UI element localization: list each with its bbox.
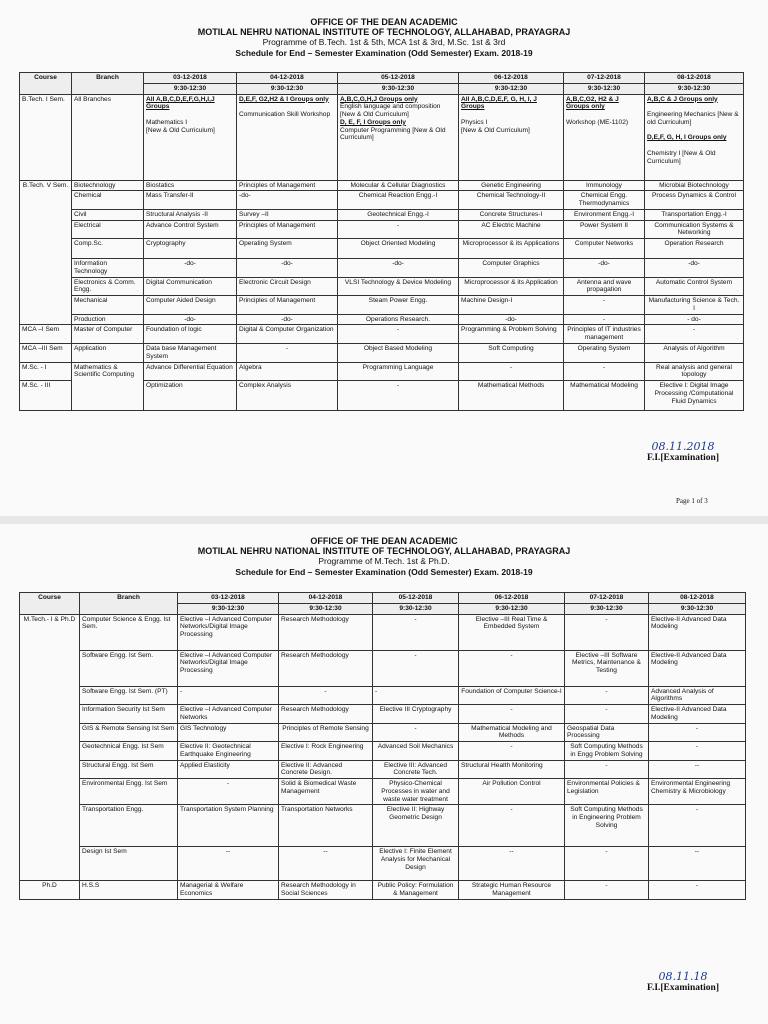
- course-cell: M.Tech.- I & Ph.D: [20, 614, 80, 881]
- branch-cell: Electrical: [72, 220, 144, 239]
- table-cell: Foundation of Computer Science-I: [459, 686, 565, 705]
- table-cell: Elective II: Geotechnical Earthquake Engineering: [178, 742, 279, 761]
- table-cell: Object Based Modeling: [338, 344, 459, 363]
- table-cell: Microprocessor & its Application: [459, 277, 564, 296]
- table-row: [20, 705, 746, 724]
- time-header: 9:30-12:30: [144, 83, 237, 94]
- table-cell: -: [565, 686, 649, 705]
- table-cell: -: [459, 362, 564, 381]
- table-cell: Elective II: Highway Geometric Design: [373, 805, 459, 847]
- group-label: D,E,F, G2,H2 & I Groups only: [239, 95, 329, 103]
- subject: Workshop (ME-1102): [566, 118, 629, 126]
- schedule-table-1: [19, 72, 744, 411]
- table-cell: -: [338, 325, 459, 344]
- table-cell: Electronic Circuit Design: [237, 277, 338, 296]
- table-cell: -: [649, 881, 746, 900]
- time-header: 9:30-12:30: [338, 83, 459, 94]
- table-cell: -: [565, 705, 649, 724]
- branch-cell: Environmental Engg. Ist Sem: [80, 779, 178, 805]
- table-row: [20, 847, 746, 881]
- table-cell: -: [459, 742, 565, 761]
- table-cell: -: [178, 779, 279, 805]
- table-row: [20, 760, 746, 779]
- page-number: Page 1 of 3: [676, 497, 708, 505]
- table-cell: Biostatics: [144, 180, 237, 191]
- table-cell: Elective I: Digital Image Processing /Computational Fluid Dynamics: [645, 381, 744, 411]
- group-label: A,B,C,G2, H2 & J Groups only: [566, 95, 619, 111]
- table-row: [20, 650, 746, 686]
- date-header: 06-12-2018: [459, 593, 565, 604]
- table-cell: Principles of IT industries management: [564, 325, 645, 344]
- table-cell: Advanced Soil Mechanics: [373, 742, 459, 761]
- branch-cell: Biotechnology: [72, 180, 144, 191]
- table-cell: -do-: [645, 259, 744, 278]
- table-cell: Elective I: Finite Element Analysis for Mechanical Design: [373, 847, 459, 881]
- branch-cell: Software Engg. Ist Sem.: [80, 650, 178, 686]
- table-cell: [564, 94, 645, 180]
- table-cell: Elective-II Advanced Data Modeling: [649, 650, 746, 686]
- table-cell: -: [565, 760, 649, 779]
- branch-cell: Information Security Ist Sem: [80, 705, 178, 724]
- table-cell: Elective II: Advanced Concrete Design.: [279, 760, 373, 779]
- table-cell: Antenna and wave propagation: [564, 277, 645, 296]
- subject: English language and composition [New & Old Curriculum]: [340, 103, 441, 119]
- table-cell: -: [649, 723, 746, 742]
- table-cell: [144, 94, 237, 180]
- table-cell: [237, 94, 338, 180]
- branch-cell: Computer Science & Engg. Ist Sem.: [80, 614, 178, 650]
- table-cell: Elective III: Advanced Concrete Tech.: [373, 760, 459, 779]
- table-cell: -: [649, 805, 746, 847]
- table-cell: - do-: [645, 314, 744, 325]
- group-label: A,B,C,G,H,J Groups only: [340, 95, 418, 103]
- table-cell: Soft Computing Methods in Engg Problem Solving: [565, 742, 649, 761]
- table-cell: [459, 94, 564, 180]
- table-cell: Chemical Reaction Engg.-I: [338, 191, 459, 210]
- table-row: [20, 94, 744, 180]
- branch-header: Branch: [72, 73, 144, 95]
- subject: Computer Programming [New & Old Curriculum]: [340, 126, 446, 142]
- table-cell: Transportation Engg.-I: [645, 209, 744, 220]
- table-cell: -: [459, 650, 565, 686]
- table-cell: Air Pollution Control: [459, 779, 565, 805]
- table-row: [20, 805, 746, 847]
- table-cell: Research Methodology: [279, 614, 373, 650]
- table-cell: -: [373, 686, 459, 705]
- signature: 08.11.2018: [651, 440, 715, 453]
- page-2: [0, 524, 768, 1024]
- table-cell: Manufacturing Science & Tech. I: [645, 296, 744, 315]
- page1-header: [0, 17, 768, 59]
- table-cell: -: [373, 614, 459, 650]
- table-row: [20, 723, 746, 742]
- table-cell: Mathematical Modeling and Methods: [459, 723, 565, 742]
- table-cell: Communication Systems & Networking: [645, 220, 744, 239]
- branch-cell: Production: [72, 314, 144, 325]
- table-row: [20, 209, 744, 220]
- table-row: [20, 325, 744, 344]
- table-cell: --: [649, 760, 746, 779]
- group-label: All A,B,C,D,E,F,G,H,I,J Groups: [146, 95, 215, 111]
- header-row: [20, 593, 746, 604]
- table-cell: Research Methodology in Social Sciences: [279, 881, 373, 900]
- table-cell: Principles of Remote Sensing: [279, 723, 373, 742]
- page-separator: [0, 516, 768, 524]
- table-row: [20, 686, 746, 705]
- table-cell: Geospatial Data Processing: [565, 723, 649, 742]
- branch-cell: Mechanical: [72, 296, 144, 315]
- office-title: OFFICE OF THE DEAN ACADEMIC: [310, 17, 458, 27]
- table-cell: GIS Technology: [178, 723, 279, 742]
- table-cell: Machine Design-I: [459, 296, 564, 315]
- table-cell: Environment Engg.-I: [564, 209, 645, 220]
- table-cell: Principles of Management: [237, 180, 338, 191]
- table-cell: Chemical Engg. Thermodynamics: [564, 191, 645, 210]
- table-cell: -: [338, 381, 459, 411]
- table-cell: Structural Health Monitoring: [459, 760, 565, 779]
- branch-cell: Electronics & Comm. Engg.: [72, 277, 144, 296]
- table-cell: Elective –I Advanced Computer Networks/Digital Image Processing: [178, 650, 279, 686]
- table-cell: [645, 94, 744, 180]
- office-title: OFFICE OF THE DEAN ACADEMIC: [310, 536, 458, 546]
- subject: Chemistry I [New & Old Curriculum]: [647, 149, 716, 165]
- branch-cell: GIS & Remote Sensing Ist Sem: [80, 723, 178, 742]
- table-cell: Concrete Structures-I: [459, 209, 564, 220]
- course-cell: MCA –I Sem: [20, 325, 72, 344]
- table-row: [20, 239, 744, 259]
- table-cell: Digital Communication: [144, 277, 237, 296]
- table-cell: Applied Elasticity: [178, 760, 279, 779]
- curriculum-note: [New & Old Curriculum]: [146, 126, 215, 134]
- table-row: [20, 220, 744, 239]
- branch-cell: All Branches: [72, 94, 144, 180]
- table-cell: Steam Power Engg.: [338, 296, 459, 315]
- date-header: 08-12-2018: [649, 593, 746, 604]
- table-cell: --: [459, 847, 565, 881]
- table-cell: -: [649, 742, 746, 761]
- table-cell: -: [645, 325, 744, 344]
- table-cell: Environmental Engineering Chemistry & Microbiology: [649, 779, 746, 805]
- table-cell: Structural Analysis -II: [144, 209, 237, 220]
- table-cell: Survey –II: [237, 209, 338, 220]
- table-cell: Data base Management System: [144, 344, 237, 363]
- table-cell: Research Methodology: [279, 650, 373, 686]
- table-row: [20, 779, 746, 805]
- table-cell: Computer Graphics: [459, 259, 564, 278]
- table-cell: Environmental Policies & Legislation: [565, 779, 649, 805]
- table-cell: Soft Computing Methods in Engineering Problem Solving: [565, 805, 649, 847]
- table-cell: Research Methodology: [279, 705, 373, 724]
- time-header: 9:30-12:30: [237, 83, 338, 94]
- time-header: 9:30-12:30: [459, 603, 565, 614]
- table-cell: -do-: [459, 314, 564, 325]
- table-cell: Elective –III Real Time & Embedded System: [459, 614, 565, 650]
- table-cell: Automatic Control System: [645, 277, 744, 296]
- table-cell: Operating System: [237, 239, 338, 259]
- table-cell: -do-: [144, 314, 237, 325]
- table-cell: -: [564, 314, 645, 325]
- branch-cell: Comp.Sc.: [72, 239, 144, 259]
- subject: Physics I: [461, 118, 488, 126]
- table-row: [20, 191, 744, 210]
- course-cell: Ph.D: [20, 881, 80, 900]
- table-cell: Public Policy: Formulation & Management: [373, 881, 459, 900]
- date-header: 03-12-2018: [178, 593, 279, 604]
- course-header: Course: [20, 593, 80, 615]
- group-label: All A,B,C,D,E,F, G, H, I, J Groups: [461, 95, 537, 111]
- table-cell: Physico-Chemical Processes in water and waste water treatment: [373, 779, 459, 805]
- schedule-title: Schedule for End – Semester Examination (Odd Semester) Exam. 2018-19: [235, 567, 533, 578]
- course-cell: B.Tech. I Sem.: [20, 94, 72, 180]
- date-header: 05-12-2018: [338, 73, 459, 84]
- table-cell: Transportation Networks: [279, 805, 373, 847]
- table-cell: -do-: [144, 259, 237, 278]
- table-row: [20, 614, 746, 650]
- table-cell: Immunology: [564, 180, 645, 191]
- table-row: [20, 314, 744, 325]
- date-header: 04-12-2018: [279, 593, 373, 604]
- table-cell: -: [178, 686, 279, 705]
- table-cell: Real analysis and general topology: [645, 362, 744, 381]
- date-header: 07-12-2018: [564, 73, 645, 84]
- table-cell: Microbial Biotechnology: [645, 180, 744, 191]
- table-cell: -do-: [338, 259, 459, 278]
- table-cell: Digital & Computer Organization: [237, 325, 338, 344]
- branch-cell: Chemical: [72, 191, 144, 210]
- branch-cell: Master of Computer: [72, 325, 144, 344]
- table-cell: Process Dynamics & Control: [645, 191, 744, 210]
- table-cell: Operating System: [564, 344, 645, 363]
- header-row: [20, 73, 744, 84]
- schedule-title: Schedule for End – Semester Examination (Odd Semester) Exam. 2018-19: [235, 48, 533, 59]
- table-cell: -: [565, 847, 649, 881]
- table-cell: -: [564, 296, 645, 315]
- table-row: [20, 277, 744, 296]
- schedule-table-2: [19, 592, 746, 900]
- table-cell: Object Oriented Modeling: [338, 239, 459, 259]
- time-header: 9:30-12:30: [645, 83, 744, 94]
- time-header: 9:30-12:30: [565, 603, 649, 614]
- table-cell: Molecular & Cellular Diagnostics: [338, 180, 459, 191]
- institute-name: MOTILAL NEHRU NATIONAL INSTITUTE OF TECHNOLOGY, ALLAHABAD, PRAYAGRAJ: [197, 27, 571, 38]
- table-cell: Elective-II Advanced Data Modeling: [649, 614, 746, 650]
- time-header: 9:30-12:30: [564, 83, 645, 94]
- table-cell: --: [279, 847, 373, 881]
- branch-cell: Mathematics & Scientific Computing: [72, 362, 144, 411]
- course-header: Course: [20, 73, 72, 95]
- table-cell: Power System II: [564, 220, 645, 239]
- programme: Programme of M.Tech. 1st & Ph.D.: [318, 555, 450, 566]
- table-cell: --: [178, 847, 279, 881]
- table-cell: -: [237, 344, 338, 363]
- table-cell: Programming & Problem Solving: [459, 325, 564, 344]
- programme: Programme of B.Tech. 1st & 5th, MCA 1st & 3rd, M.Sc. 1st & 3rd: [262, 36, 506, 47]
- table-cell: Foundation of logic: [144, 325, 237, 344]
- branch-cell: H.S.S: [80, 881, 178, 900]
- subject: Communication Skill Workshop: [239, 111, 331, 119]
- signature-block: [618, 970, 748, 993]
- time-header: 9:30-12:30: [279, 603, 373, 614]
- signature: 08.11.18: [658, 970, 708, 983]
- time-header: 9:30-12:30: [459, 83, 564, 94]
- table-cell: AC Electric Machine: [459, 220, 564, 239]
- table-cell: Optimization: [144, 381, 237, 411]
- signatory-label: F.I.[Examination]: [647, 983, 719, 993]
- table-cell: Elective I: Rock Engineering: [279, 742, 373, 761]
- subject: Engineering Mechanics [New & old Curriculum]: [647, 111, 739, 126]
- table-cell: -do-: [237, 259, 338, 278]
- table-cell: -: [338, 220, 459, 239]
- table-cell: Principles of Management: [237, 220, 338, 239]
- table-cell: Transportation System Planning: [178, 805, 279, 847]
- table-cell: Elective III Cryptography: [373, 705, 459, 724]
- table-cell: -: [564, 362, 645, 381]
- table-cell: Operations Research.: [338, 314, 459, 325]
- table-cell: -: [373, 723, 459, 742]
- branch-cell: Transportation Engg.: [80, 805, 178, 847]
- course-cell: M.Sc. - I: [20, 362, 72, 381]
- branch-cell: Information Technology: [72, 259, 144, 278]
- table-cell: Operation Research: [645, 239, 744, 259]
- curriculum-note: [New & Old Curriculum]: [461, 126, 530, 134]
- table-cell: Elective –I Advanced Computer Networks: [178, 705, 279, 724]
- table-cell: Microprocessor & its Applications: [459, 239, 564, 259]
- date-header: 08-12-2018: [645, 73, 744, 84]
- table-cell: -: [279, 686, 373, 705]
- table-row: [20, 180, 744, 191]
- table-cell: Soft Computing: [459, 344, 564, 363]
- table-cell: -: [565, 881, 649, 900]
- table-row: [20, 259, 744, 278]
- time-header: 9:30-12:30: [178, 603, 279, 614]
- group-label: D, E, F, I Groups only: [340, 118, 406, 126]
- table-cell: Advanced Analysis of Algorithms: [649, 686, 746, 705]
- table-cell: Advance Differential Equation: [144, 362, 237, 381]
- course-cell: MCA –III Sem: [20, 344, 72, 363]
- institute-name: MOTILAL NEHRU NATIONAL INSTITUTE OF TECHNOLOGY, ALLAHABAD, PRAYAGRAJ: [197, 546, 571, 557]
- course-cell: B.Tech. V Sem.: [20, 180, 72, 325]
- table-cell: Solid & Biomedical Waste Management: [279, 779, 373, 805]
- table-row: [20, 881, 746, 900]
- signature-block: [618, 440, 748, 463]
- group-label: D,E,F, G, H, I Groups only: [647, 134, 727, 142]
- table-cell: Mathematical Methods: [459, 381, 564, 411]
- table-cell: Principles of Management: [237, 296, 338, 315]
- time-header: 9:30-12:30: [649, 603, 746, 614]
- signatory-label: F.I.[Examination]: [647, 453, 719, 463]
- table-cell: -: [565, 614, 649, 650]
- table-row: [20, 296, 744, 315]
- table-cell: Chemical Technology-II: [459, 191, 564, 210]
- date-header: 05-12-2018: [373, 593, 459, 604]
- table-cell: Elective –III Software Metrics, Maintenance & Testing: [565, 650, 649, 686]
- table-row: [20, 344, 744, 363]
- table-row: [20, 742, 746, 761]
- table-cell: Geotechnical Engg.-I: [338, 209, 459, 220]
- branch-cell: Software Engg. Ist Sem. (PT): [80, 686, 178, 705]
- table-cell: Elective –I Advanced Computer Networks/Digital Image Processing: [178, 614, 279, 650]
- date-header: 03-12-2018: [144, 73, 237, 84]
- table-cell: Mathematical Modeling: [564, 381, 645, 411]
- table-cell: Elective-II Advanced Data Modeling: [649, 705, 746, 724]
- branch-cell: Civil: [72, 209, 144, 220]
- date-header: 07-12-2018: [565, 593, 649, 604]
- table-cell: -do-: [237, 314, 338, 325]
- table-cell: Complex Analysis: [237, 381, 338, 411]
- table-cell: Strategic Human Resource Management: [459, 881, 565, 900]
- table-cell: -do-: [237, 191, 338, 210]
- table-cell: Algebra: [237, 362, 338, 381]
- branch-cell: Application: [72, 344, 144, 363]
- table-cell: -: [373, 650, 459, 686]
- subject: Mathematics I: [146, 118, 188, 126]
- table-cell: -do-: [564, 259, 645, 278]
- time-header: 9:30-12:30: [373, 603, 459, 614]
- table-cell: -: [459, 805, 565, 847]
- table-cell: Advance Control System: [144, 220, 237, 239]
- branch-cell: Structural Engg. Ist Sem: [80, 760, 178, 779]
- table-cell: Analysis of Algorithm: [645, 344, 744, 363]
- table-cell: -: [459, 705, 565, 724]
- table-cell: Computer Networks: [564, 239, 645, 259]
- table-cell: Programming Language: [338, 362, 459, 381]
- table-cell: [338, 94, 459, 180]
- date-header: 06-12-2018: [459, 73, 564, 84]
- branch-header: Branch: [80, 593, 178, 615]
- table-cell: Genetic Engineering: [459, 180, 564, 191]
- branch-cell: Geotechnical Engg. Ist Sem: [80, 742, 178, 761]
- table-cell: VLSI Technology & Device Modeling: [338, 277, 459, 296]
- table-cell: Computer Aided Design: [144, 296, 237, 315]
- group-label: A,B,C & J Groups only: [647, 95, 718, 103]
- table-cell: Managerial & Welfare Economics: [178, 881, 279, 900]
- course-cell: M.Sc. - III: [20, 381, 72, 411]
- branch-cell: Design Ist Sem: [80, 847, 178, 881]
- table-cell: Cryptography: [144, 239, 237, 259]
- date-header: 04-12-2018: [237, 73, 338, 84]
- table-row: [20, 362, 744, 381]
- page2-header: [0, 536, 768, 578]
- table-cell: --: [649, 847, 746, 881]
- table-cell: Mass Transfer-II: [144, 191, 237, 210]
